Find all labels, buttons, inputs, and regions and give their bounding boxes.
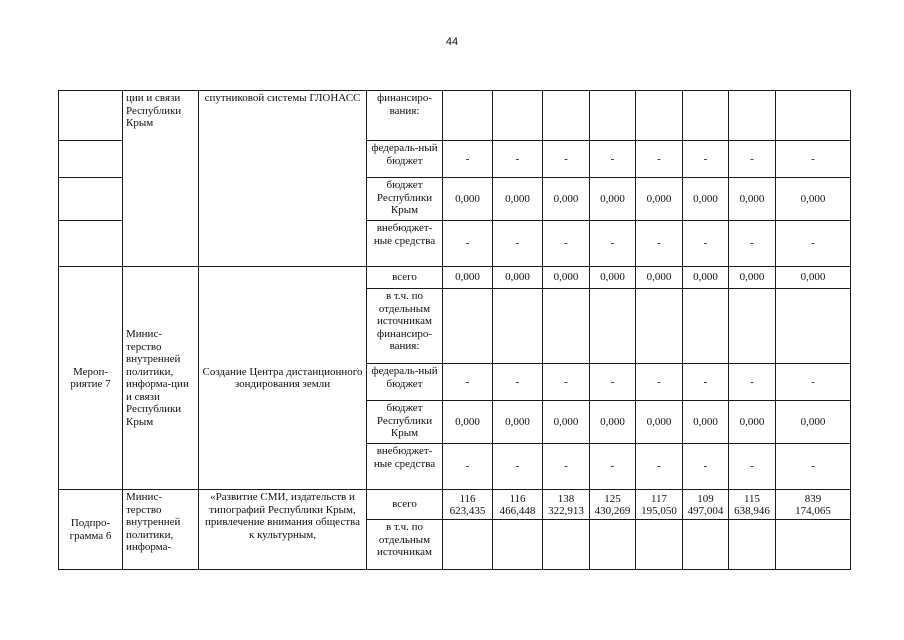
value-cell	[776, 520, 851, 570]
value-cell: 0,000	[729, 178, 776, 221]
value-cell: 0,000	[729, 267, 776, 289]
value-line: 322,913	[548, 504, 584, 517]
value-cell	[683, 289, 729, 364]
value-line: 116	[509, 492, 526, 505]
value-cell	[776, 289, 851, 364]
value-cell: 0,000	[729, 401, 776, 444]
value-cell	[590, 490, 636, 520]
value-cell	[729, 490, 776, 520]
value-cell: -	[543, 444, 590, 490]
table-row	[59, 267, 851, 289]
value-cell	[493, 490, 543, 520]
source-cell: всего	[367, 490, 443, 520]
value-cell: -	[443, 141, 493, 178]
value-cell	[776, 490, 851, 520]
value-cell: 0,000	[636, 178, 683, 221]
value-cell	[776, 91, 851, 141]
value-cell: -	[729, 141, 776, 178]
value-cell: -	[636, 364, 683, 401]
value-cell	[443, 520, 493, 570]
value-cell: -	[543, 221, 590, 267]
value-cell: -	[493, 364, 543, 401]
executor-cell: ции и связи Республики Крым	[123, 91, 199, 267]
value-cell: 0,000	[776, 401, 851, 444]
program-cell	[59, 221, 123, 267]
value-cell	[493, 289, 543, 364]
value-line: 497,004	[687, 504, 724, 517]
value-cell	[543, 91, 590, 141]
value-line: 125	[604, 492, 621, 505]
value-cell: -	[493, 444, 543, 490]
value-cell	[590, 289, 636, 364]
program-cell	[59, 178, 123, 221]
value-cell: 0,000	[443, 401, 493, 444]
value-cell	[590, 91, 636, 141]
value-cell: -	[636, 141, 683, 178]
value-cell	[683, 490, 729, 520]
value-cell: 0,000	[683, 401, 729, 444]
value-cell: 0,000	[543, 401, 590, 444]
value-cell: -	[443, 221, 493, 267]
table-row	[59, 490, 851, 520]
value-line: 195,050	[641, 504, 677, 517]
value-cell	[543, 289, 590, 364]
value-line: 115	[743, 492, 761, 505]
title-cell: спутниковой системы ГЛОНАСС	[199, 91, 367, 267]
value-cell: 0,000	[493, 267, 543, 289]
value-cell	[636, 91, 683, 141]
executor-cell: Минис-терство внутренней политики, информа-ции и связи Республики Крым	[123, 267, 199, 490]
program-cell	[59, 141, 123, 178]
value-line: 430,269	[594, 504, 631, 517]
value-cell: -	[543, 141, 590, 178]
value-cell: -	[776, 141, 851, 178]
value-line: 623,435	[449, 504, 486, 517]
source-cell: федераль-ный бюджет	[367, 364, 443, 401]
value-line: 117	[650, 492, 668, 505]
value-cell	[493, 520, 543, 570]
source-cell: всего	[367, 267, 443, 289]
source-cell: в т.ч. по отдельным источникам	[367, 520, 443, 570]
value-cell: 0,000	[683, 267, 729, 289]
value-cell: -	[636, 444, 683, 490]
value-line: 839	[804, 492, 822, 505]
value-cell	[683, 520, 729, 570]
value-cell: -	[636, 221, 683, 267]
value-cell: 0,000	[590, 267, 636, 289]
value-cell: -	[590, 141, 636, 178]
value-cell: -	[729, 221, 776, 267]
source-cell: в т.ч. по отдельным источникам финансиро-вания:	[367, 289, 443, 364]
value-line: 116	[459, 492, 476, 505]
source-cell: федераль-ный бюджет	[367, 141, 443, 178]
value-cell: -	[443, 444, 493, 490]
value-cell	[729, 91, 776, 141]
source-cell: внебюджет-ные средства	[367, 221, 443, 267]
value-cell: -	[683, 141, 729, 178]
source-cell: внебюджет-ные средства	[367, 444, 443, 490]
value-cell: 0,000	[683, 178, 729, 221]
value-cell: 0,000	[443, 178, 493, 221]
value-cell: -	[543, 364, 590, 401]
value-cell: -	[729, 444, 776, 490]
value-cell	[443, 289, 493, 364]
value-cell: 0,000	[776, 178, 851, 221]
value-cell	[636, 490, 683, 520]
value-line: 466,448	[499, 504, 536, 517]
value-cell	[543, 520, 590, 570]
program-cell	[59, 91, 123, 141]
value-cell: -	[776, 364, 851, 401]
value-cell	[590, 520, 636, 570]
value-cell	[443, 490, 493, 520]
value-cell: 0,000	[590, 401, 636, 444]
source-cell: бюджет Республики Крым	[367, 401, 443, 444]
value-cell: -	[683, 364, 729, 401]
value-cell: -	[493, 141, 543, 178]
title-cell: Создание Центра дистанционного зондирования земли	[199, 267, 367, 490]
value-cell: 0,000	[636, 401, 683, 444]
value-line: 638,946	[734, 504, 770, 517]
value-cell: -	[683, 221, 729, 267]
value-cell: -	[493, 221, 543, 267]
value-cell: 0,000	[493, 178, 543, 221]
value-cell: -	[776, 444, 851, 490]
value-line: 109	[697, 492, 714, 505]
value-cell	[636, 289, 683, 364]
value-cell	[729, 289, 776, 364]
value-cell: -	[590, 364, 636, 401]
table-row	[59, 91, 851, 141]
value-line: 138	[557, 492, 575, 505]
value-cell	[543, 490, 590, 520]
title-cell: «Развитие СМИ, издательств и типографий Республики Крым, привлечение внимания общества к культурным,	[199, 490, 367, 570]
executor-cell: Минис-терство внутренней политики, информа-	[123, 490, 199, 570]
value-cell: 0,000	[543, 178, 590, 221]
value-cell	[729, 520, 776, 570]
program-cell: Мероп-риятие 7	[59, 267, 123, 490]
value-line: 174,065	[795, 504, 831, 517]
value-cell: 0,000	[776, 267, 851, 289]
value-cell: -	[590, 444, 636, 490]
value-cell	[683, 91, 729, 141]
value-cell: -	[776, 221, 851, 267]
source-cell: бюджет Республики Крым	[367, 178, 443, 221]
value-cell: 0,000	[636, 267, 683, 289]
value-cell: -	[683, 444, 729, 490]
value-cell: 0,000	[543, 267, 590, 289]
value-cell	[493, 91, 543, 141]
value-cell: -	[590, 221, 636, 267]
value-cell	[636, 520, 683, 570]
value-cell: 0,000	[443, 267, 493, 289]
value-cell	[443, 91, 493, 141]
program-cell: Подпро-грамма 6	[59, 490, 123, 570]
budget-table	[58, 90, 851, 570]
value-cell: -	[729, 364, 776, 401]
value-cell: 0,000	[590, 178, 636, 221]
value-cell: -	[443, 364, 493, 401]
page-number: 44	[445, 36, 459, 48]
value-cell: 0,000	[493, 401, 543, 444]
source-cell: финансиро-вания:	[367, 91, 443, 141]
